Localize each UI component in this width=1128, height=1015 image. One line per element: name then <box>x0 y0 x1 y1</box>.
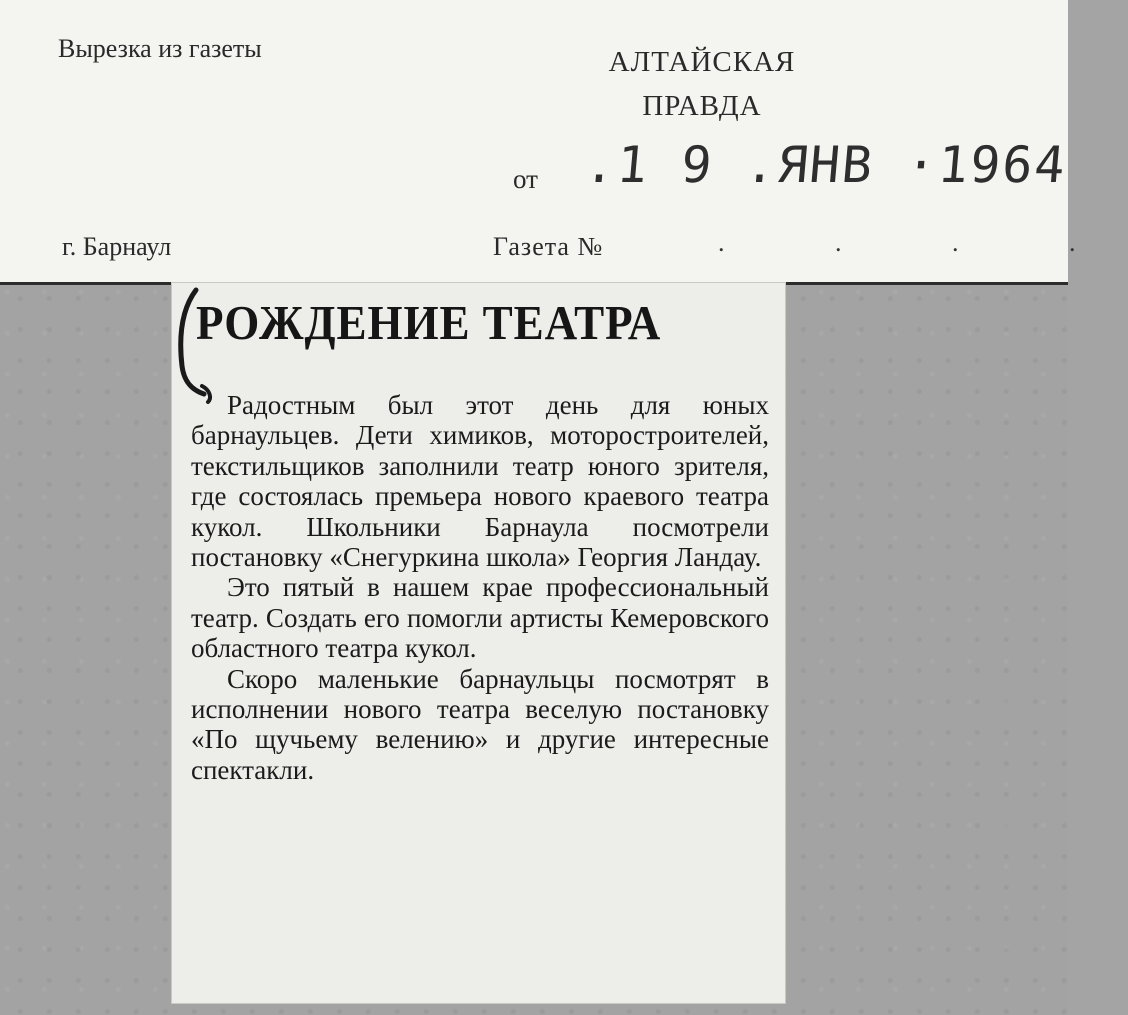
article-headline: РОЖДЕНИЕ ТЕАТРА <box>196 295 662 350</box>
article-paragraph-2: Это пятый в нашем крае профессиональный театр. Создать его помогли артисты Кемеровского областного театра кукол. <box>191 572 769 664</box>
date-stamp: .1 9 .ЯНВ ·1964 <box>582 136 1070 194</box>
newspaper-name-line1: АЛТАЙСКАЯ <box>608 46 796 78</box>
article-paragraph-3: Скоро маленькие барнаульцы посмотрят в исполнении нового театра веселую постановку «По щучьему велению» и другие интересные спектакли. <box>191 663 769 785</box>
issue-number-dots: . . . . <box>718 228 1128 257</box>
city-label: г. Барнаул <box>62 232 172 261</box>
clipping-label-card <box>0 0 1128 285</box>
article-paragraph-1: Радостным был этот день для юных барнаульцев. Дети химиков, моторостроителей, текстильщиков заполнили театр юного зрителя, где состоялась премьера нового краевого театра кукол. Школьники Барнаула посмотрели постановку «Снегуркина школа» Георгия Ландау. <box>191 390 769 573</box>
date-prefix: от <box>513 164 538 194</box>
newspaper-name <box>584 40 820 128</box>
issue-number-label: Газета № <box>493 232 604 261</box>
article-body <box>191 390 769 785</box>
newspaper-name-line2: ПРАВДА <box>642 90 762 122</box>
source-caption: Вырезка из газеты <box>58 34 262 63</box>
